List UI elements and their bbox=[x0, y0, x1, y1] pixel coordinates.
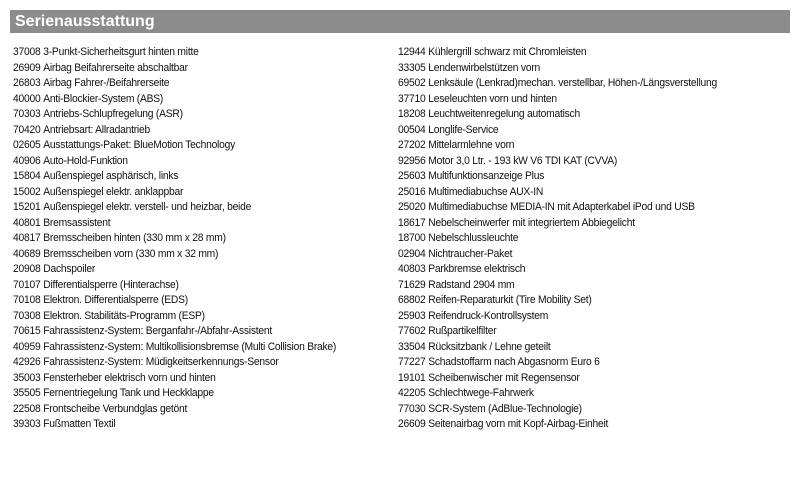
equipment-item bbox=[398, 247, 761, 263]
equipment-description: Schlechtwege-Fahrwerk bbox=[428, 387, 534, 399]
equipment-description: Multifunktionsanzeige Plus bbox=[428, 170, 545, 182]
equipment-description: Ausstattungs-Paket: BlueMotion Technology bbox=[43, 139, 236, 151]
equipment-item bbox=[13, 154, 358, 170]
equipment-code: 35003 bbox=[13, 371, 41, 384]
equipment-code: 40906 bbox=[13, 154, 41, 167]
equipment-code: 25020 bbox=[398, 201, 426, 213]
equipment-code: 40689 bbox=[13, 247, 41, 260]
equipment-description: Differentialsperre (Hinterachse) bbox=[43, 278, 179, 291]
equipment-description: Elektron. Stabilitäts-Programm (ESP) bbox=[43, 309, 205, 322]
equipment-item bbox=[398, 76, 761, 92]
equipment-code: 12944 bbox=[398, 46, 426, 58]
equipment-description: Fahrassistenz-System: Multikollisionsbremse (Multi Collision Brake) bbox=[43, 340, 337, 353]
equipment-code: 26803 bbox=[13, 77, 41, 89]
equipment-item bbox=[13, 200, 358, 216]
equipment-code: 18208 bbox=[398, 108, 426, 120]
equipment-item bbox=[13, 340, 358, 356]
equipment-item bbox=[398, 169, 761, 185]
equipment-description: Leuchtweitenregelung automatisch bbox=[428, 108, 580, 120]
equipment-description: Kühlergrill schwarz mit Chromleisten bbox=[428, 46, 587, 58]
equipment-item bbox=[398, 138, 761, 154]
equipment-item bbox=[13, 293, 358, 309]
equipment-code: 35505 bbox=[13, 387, 41, 399]
equipment-item bbox=[13, 185, 358, 201]
equipment-description: Antriebs-Schlupfregelung (ASR) bbox=[43, 108, 183, 120]
equipment-code: 02904 bbox=[398, 247, 426, 260]
equipment-description: Parkbremse elektrisch bbox=[428, 263, 526, 275]
equipment-code: 20908 bbox=[13, 263, 41, 275]
equipment-description: Leseleuchten vorn und hinten bbox=[428, 92, 557, 105]
equipment-code: 15002 bbox=[13, 185, 41, 198]
equipment-code: 40959 bbox=[13, 340, 41, 353]
equipment-code: 77030 bbox=[398, 402, 426, 415]
equipment-code: 15201 bbox=[13, 201, 41, 213]
equipment-description: Lenksäule (Lenkrad)mechan. verstellbar, Höhen-/Längsverstellung bbox=[428, 77, 717, 89]
equipment-item bbox=[13, 247, 358, 263]
equipment-code: 77227 bbox=[398, 356, 426, 368]
equipment-item bbox=[13, 262, 358, 278]
equipment-item bbox=[398, 293, 761, 309]
equipment-code: 40803 bbox=[398, 263, 426, 275]
equipment-description: Nebelschlussleuchte bbox=[428, 232, 519, 244]
equipment-code: 77602 bbox=[398, 325, 426, 337]
equipment-description: Rücksitzbank / Lehne geteilt bbox=[428, 340, 551, 353]
equipment-code: 25603 bbox=[398, 170, 426, 182]
equipment-description: Anti-Blockier-System (ABS) bbox=[43, 92, 164, 105]
equipment-item bbox=[398, 154, 761, 170]
equipment-code: 25016 bbox=[398, 185, 426, 198]
equipment-description: Reifendruck-Kontrollsystem bbox=[428, 309, 549, 322]
equipment-description: Frontscheibe Verbundglas getönt bbox=[43, 402, 188, 415]
equipment-item bbox=[398, 231, 761, 247]
equipment-item bbox=[13, 355, 358, 371]
equipment-item bbox=[398, 402, 761, 418]
equipment-item bbox=[398, 45, 761, 61]
equipment-description: Fahrassistenz-System: Berganfahr-/Abfahr-Assistent bbox=[43, 325, 273, 337]
equipment-item bbox=[13, 138, 358, 154]
equipment-item bbox=[13, 231, 358, 247]
equipment-description: Bremsassistent bbox=[43, 216, 111, 229]
equipment-code: 02605 bbox=[13, 139, 41, 151]
equipment-description: SCR-System (AdBlue-Technologie) bbox=[428, 402, 582, 415]
equipment-item bbox=[398, 386, 761, 402]
equipment-item bbox=[398, 371, 761, 387]
equipment-description: Multimediabuchse AUX-IN bbox=[428, 185, 544, 198]
equipment-description: Scheibenwischer mit Regensensor bbox=[428, 371, 580, 384]
equipment-item bbox=[398, 185, 761, 201]
equipment-description: Außenspiegel elektr. verstell- und heizbar, beide bbox=[43, 201, 252, 213]
equipment-code: 92956 bbox=[398, 154, 426, 167]
equipment-item bbox=[13, 107, 358, 123]
equipment-description: Airbag Beifahrerseite abschaltbar bbox=[43, 61, 188, 74]
equipment-code: 37710 bbox=[398, 92, 426, 105]
equipment-item bbox=[398, 107, 761, 123]
equipment-item bbox=[13, 45, 358, 61]
equipment-description: Nebelscheinwerfer mit integriertem Abbiegelicht bbox=[428, 216, 635, 229]
equipment-item bbox=[13, 417, 358, 433]
equipment-code: 40817 bbox=[13, 232, 41, 244]
equipment-item bbox=[398, 216, 761, 232]
equipment-description: Radstand 2904 mm bbox=[428, 278, 515, 291]
equipment-description: Auto-Hold-Funktion bbox=[43, 154, 128, 167]
equipment-item bbox=[13, 324, 358, 340]
equipment-code: 70615 bbox=[13, 325, 41, 337]
equipment-item bbox=[398, 123, 761, 139]
equipment-description: Fernentriegelung Tank und Heckklappe bbox=[43, 387, 214, 399]
equipment-description: Antriebsart: Allradantrieb bbox=[43, 123, 150, 136]
equipment-item bbox=[398, 324, 761, 340]
equipment-item bbox=[398, 278, 761, 294]
equipment-item bbox=[398, 92, 761, 108]
equipment-description: Außenspiegel elektr. anklappbar bbox=[43, 185, 184, 198]
equipment-code: 71629 bbox=[398, 278, 426, 291]
equipment-item bbox=[13, 216, 358, 232]
equipment-code: 26609 bbox=[398, 418, 426, 430]
equipment-code: 70108 bbox=[13, 294, 41, 306]
equipment-description: Fensterheber elektrisch vorn und hinten bbox=[43, 371, 216, 384]
equipment-code: 18700 bbox=[398, 232, 426, 244]
equipment-item bbox=[13, 92, 358, 108]
equipment-code: 18617 bbox=[398, 216, 426, 229]
equipment-item bbox=[13, 123, 358, 139]
equipment-code: 27202 bbox=[398, 139, 426, 151]
equipment-description: Schadstoffarm nach Abgasnorm Euro 6 bbox=[428, 356, 600, 368]
section-header bbox=[10, 10, 790, 33]
equipment-code: 40801 bbox=[13, 216, 41, 229]
equipment-code: 70303 bbox=[13, 108, 41, 120]
equipment-code: 33305 bbox=[398, 61, 426, 74]
equipment-item bbox=[13, 169, 358, 185]
equipment-code: 40000 bbox=[13, 92, 41, 105]
equipment-code: 39303 bbox=[13, 418, 41, 430]
equipment-description: Reifen-Reparaturkit (Tire Mobility Set) bbox=[428, 294, 592, 306]
equipment-code: 42205 bbox=[398, 387, 426, 399]
equipment-description: Nichtraucher-Paket bbox=[428, 247, 513, 260]
equipment-code: 37008 bbox=[13, 46, 41, 58]
equipment-item bbox=[398, 200, 761, 216]
equipment-list-right bbox=[398, 45, 793, 433]
equipment-description: Longlife-Service bbox=[428, 123, 499, 136]
section-title: Serienausstattung bbox=[15, 13, 155, 30]
equipment-item bbox=[13, 386, 358, 402]
equipment-item bbox=[398, 262, 761, 278]
equipment-code: 70308 bbox=[13, 309, 41, 322]
equipment-description: Bremsscheiben hinten (330 mm x 28 mm) bbox=[43, 232, 226, 244]
equipment-code: 70420 bbox=[13, 123, 41, 136]
equipment-item bbox=[13, 402, 358, 418]
equipment-item bbox=[13, 309, 358, 325]
equipment-description: Seitenairbag vorn mit Kopf-Airbag-Einheit bbox=[428, 418, 609, 430]
equipment-code: 19101 bbox=[398, 371, 426, 384]
equipment-code: 22508 bbox=[13, 402, 41, 415]
equipment-description: Dachspoiler bbox=[43, 263, 96, 275]
equipment-code: 33504 bbox=[398, 340, 426, 353]
equipment-item bbox=[398, 355, 761, 371]
equipment-code: 15804 bbox=[13, 170, 41, 182]
equipment-description: Rußpartikelfilter bbox=[428, 325, 497, 337]
equipment-item bbox=[398, 61, 761, 77]
equipment-code: 68802 bbox=[398, 294, 426, 306]
equipment-description: 3-Punkt-Sicherheitsgurt hinten mitte bbox=[43, 46, 199, 58]
equipment-item bbox=[13, 278, 358, 294]
equipment-code: 25903 bbox=[398, 309, 426, 322]
equipment-description: Mittelarmlehne vorn bbox=[428, 139, 515, 151]
equipment-description: Außenspiegel asphärisch, links bbox=[43, 170, 179, 182]
equipment-description: Lendenwirbelstützen vorn bbox=[428, 61, 541, 74]
equipment-item bbox=[398, 417, 761, 433]
equipment-description: Bremsscheiben vorn (330 mm x 32 mm) bbox=[43, 247, 219, 260]
equipment-description: Multimediabuchse MEDIA-IN mit Adapterkabel iPod und USB bbox=[428, 201, 695, 213]
equipment-item bbox=[13, 371, 358, 387]
equipment-item bbox=[398, 340, 761, 356]
equipment-item bbox=[398, 309, 761, 325]
equipment-code: 70107 bbox=[13, 278, 41, 291]
equipment-description: Fußmatten Textil bbox=[43, 418, 116, 430]
equipment-description: Elektron. Differentialsperre (EDS) bbox=[43, 294, 188, 306]
equipment-item bbox=[13, 61, 358, 77]
equipment-code: 00504 bbox=[398, 123, 426, 136]
equipment-item bbox=[13, 76, 358, 92]
equipment-code: 42926 bbox=[13, 356, 41, 368]
equipment-description: Airbag Fahrer-/Beifahrerseite bbox=[43, 77, 170, 89]
equipment-list-left bbox=[13, 45, 388, 433]
equipment-description: Motor 3,0 Ltr. - 193 kW V6 TDI KAT (CVVA) bbox=[428, 154, 618, 167]
equipment-code: 69502 bbox=[398, 77, 426, 89]
equipment-code: 26909 bbox=[13, 61, 41, 74]
equipment-description: Fahrassistenz-System: Müdigkeitserkennungs-Sensor bbox=[43, 356, 279, 368]
